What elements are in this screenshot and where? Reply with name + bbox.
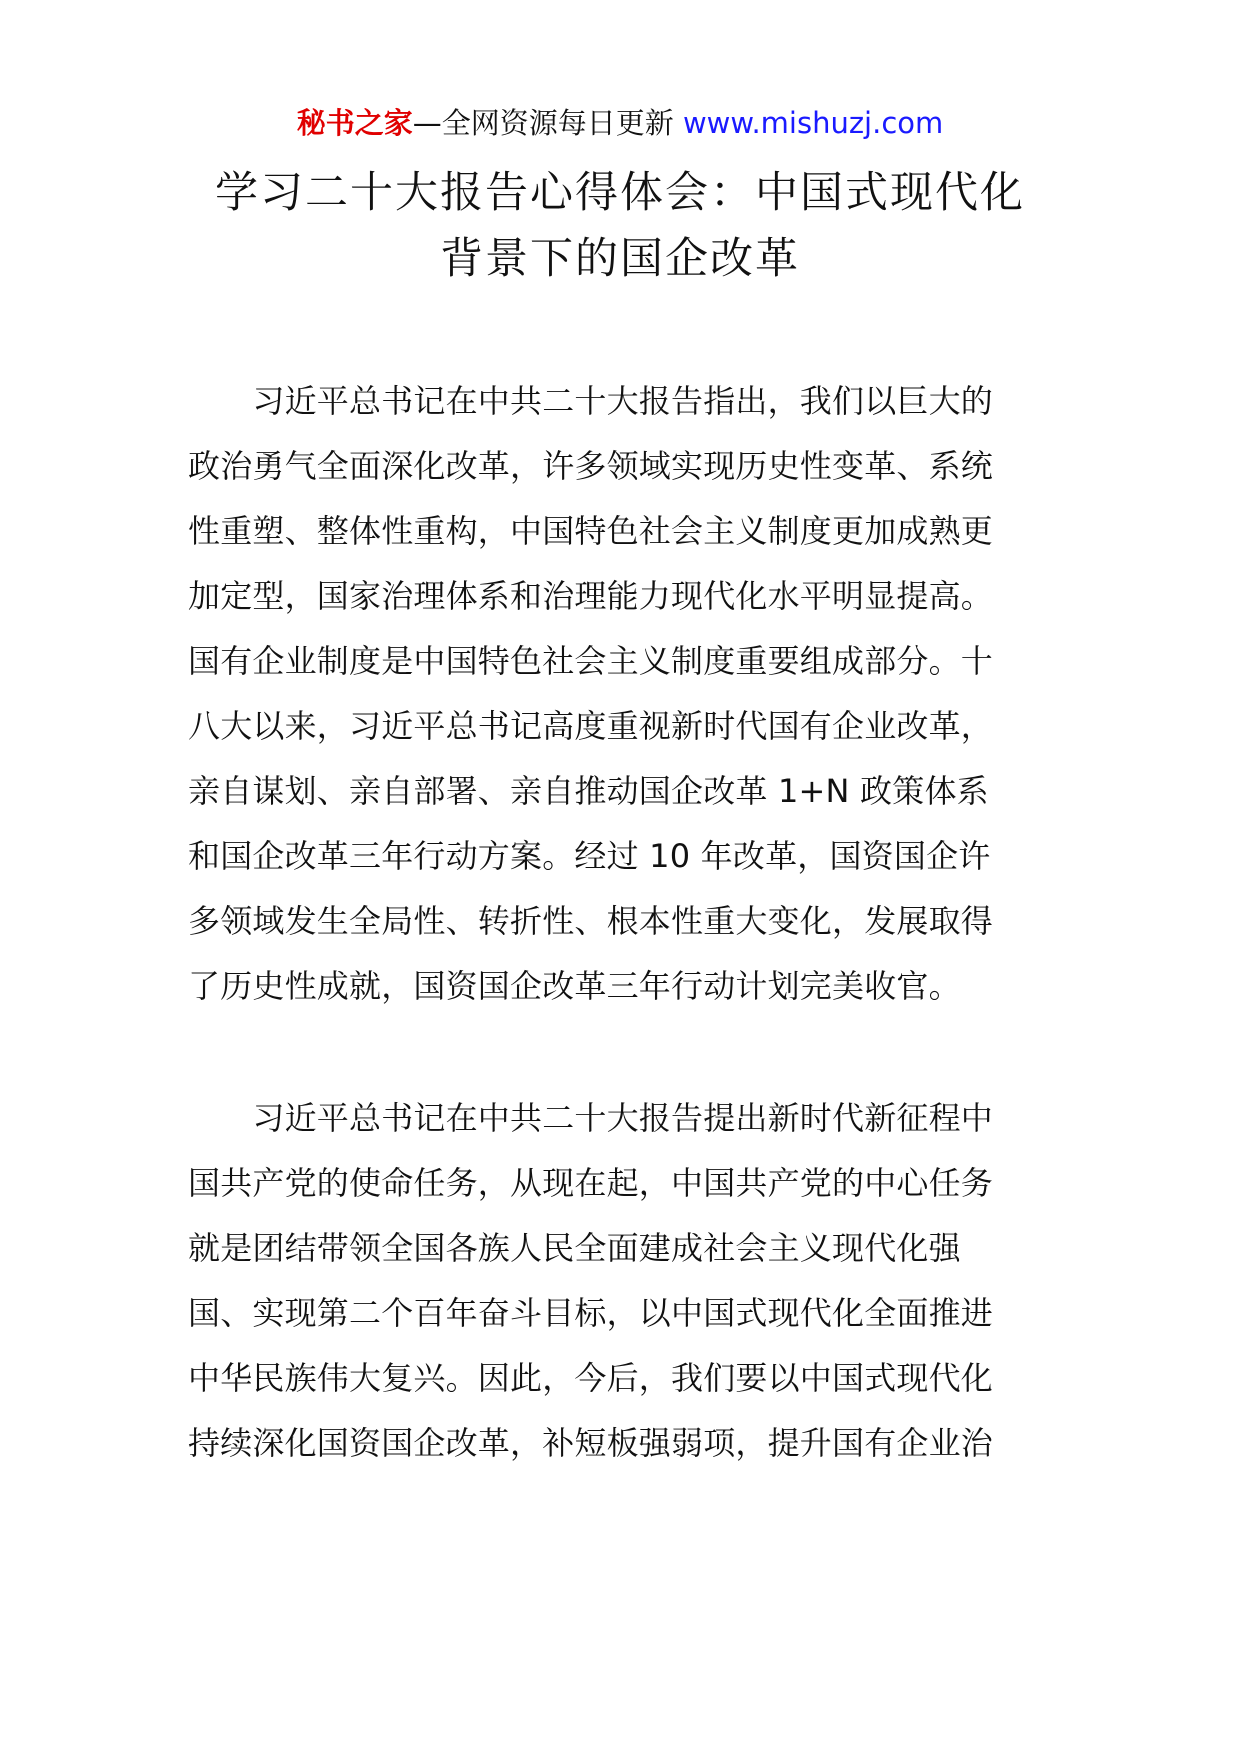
paragraph-line: 亲自谋划、亲自部署、亲自推动国企改革 1+N 政策体系	[188, 772, 989, 810]
paragraph-line: 中华民族伟大复兴。因此，今后，我们要以中国式现代化	[188, 1359, 994, 1397]
paragraph-line: 了历史性成就，国资国企改革三年行动计划完美收官。	[188, 967, 961, 1005]
paragraph-line: 习近平总书记在中共二十大报告指出，我们以巨大的	[188, 382, 994, 420]
paragraph-line: 八大以来，习近平总书记高度重视新时代国有企业改革，	[188, 707, 994, 745]
brand-name: 秘书之家	[296, 106, 413, 140]
body-paragraph	[188, 369, 1058, 1019]
paragraph-line: 就是团结带领全国各族人民全面建成社会主义现代化强	[188, 1229, 961, 1267]
site-header	[0, 103, 1240, 143]
paragraph-line: 习近平总书记在中共二十大报告提出新时代新征程中	[188, 1099, 994, 1137]
paragraph-line: 性重塑、整体性重构，中国特色社会主义制度更加成熟更	[188, 512, 994, 550]
paragraph-line: 和国企改革三年行动方案。经过 10 年改革，国资国企许	[188, 837, 991, 875]
paragraph-line: 多领域发生全局性、转折性、根本性重大变化，发展取得	[188, 902, 994, 940]
site-url-link[interactable]: www.mishuzj.com	[682, 106, 944, 140]
title-line: 背景下的国企改革	[440, 234, 800, 284]
title-line: 学习二十大报告心得体会：中国式现代化	[215, 168, 1025, 218]
document-title	[190, 160, 1050, 292]
paragraph-line: 持续深化国资国企改革，补短板强弱项，提升国有企业治	[188, 1424, 994, 1462]
site-tagline: —全网资源每日更新	[412, 106, 674, 140]
paragraph-line: 加定型，国家治理体系和治理能力现代化水平明显提高。	[188, 577, 994, 615]
paragraph-line: 国有企业制度是中国特色社会主义制度重要组成部分。十	[188, 642, 994, 680]
paragraph-line: 国、实现第二个百年奋斗目标，以中国式现代化全面推进	[188, 1294, 994, 1332]
body-paragraph	[188, 1086, 1058, 1476]
paragraph-line: 政治勇气全面深化改革，许多领域实现历史性变革、系统	[188, 447, 994, 485]
paragraph-line: 国共产党的使命任务，从现在起，中国共产党的中心任务	[188, 1164, 994, 1202]
